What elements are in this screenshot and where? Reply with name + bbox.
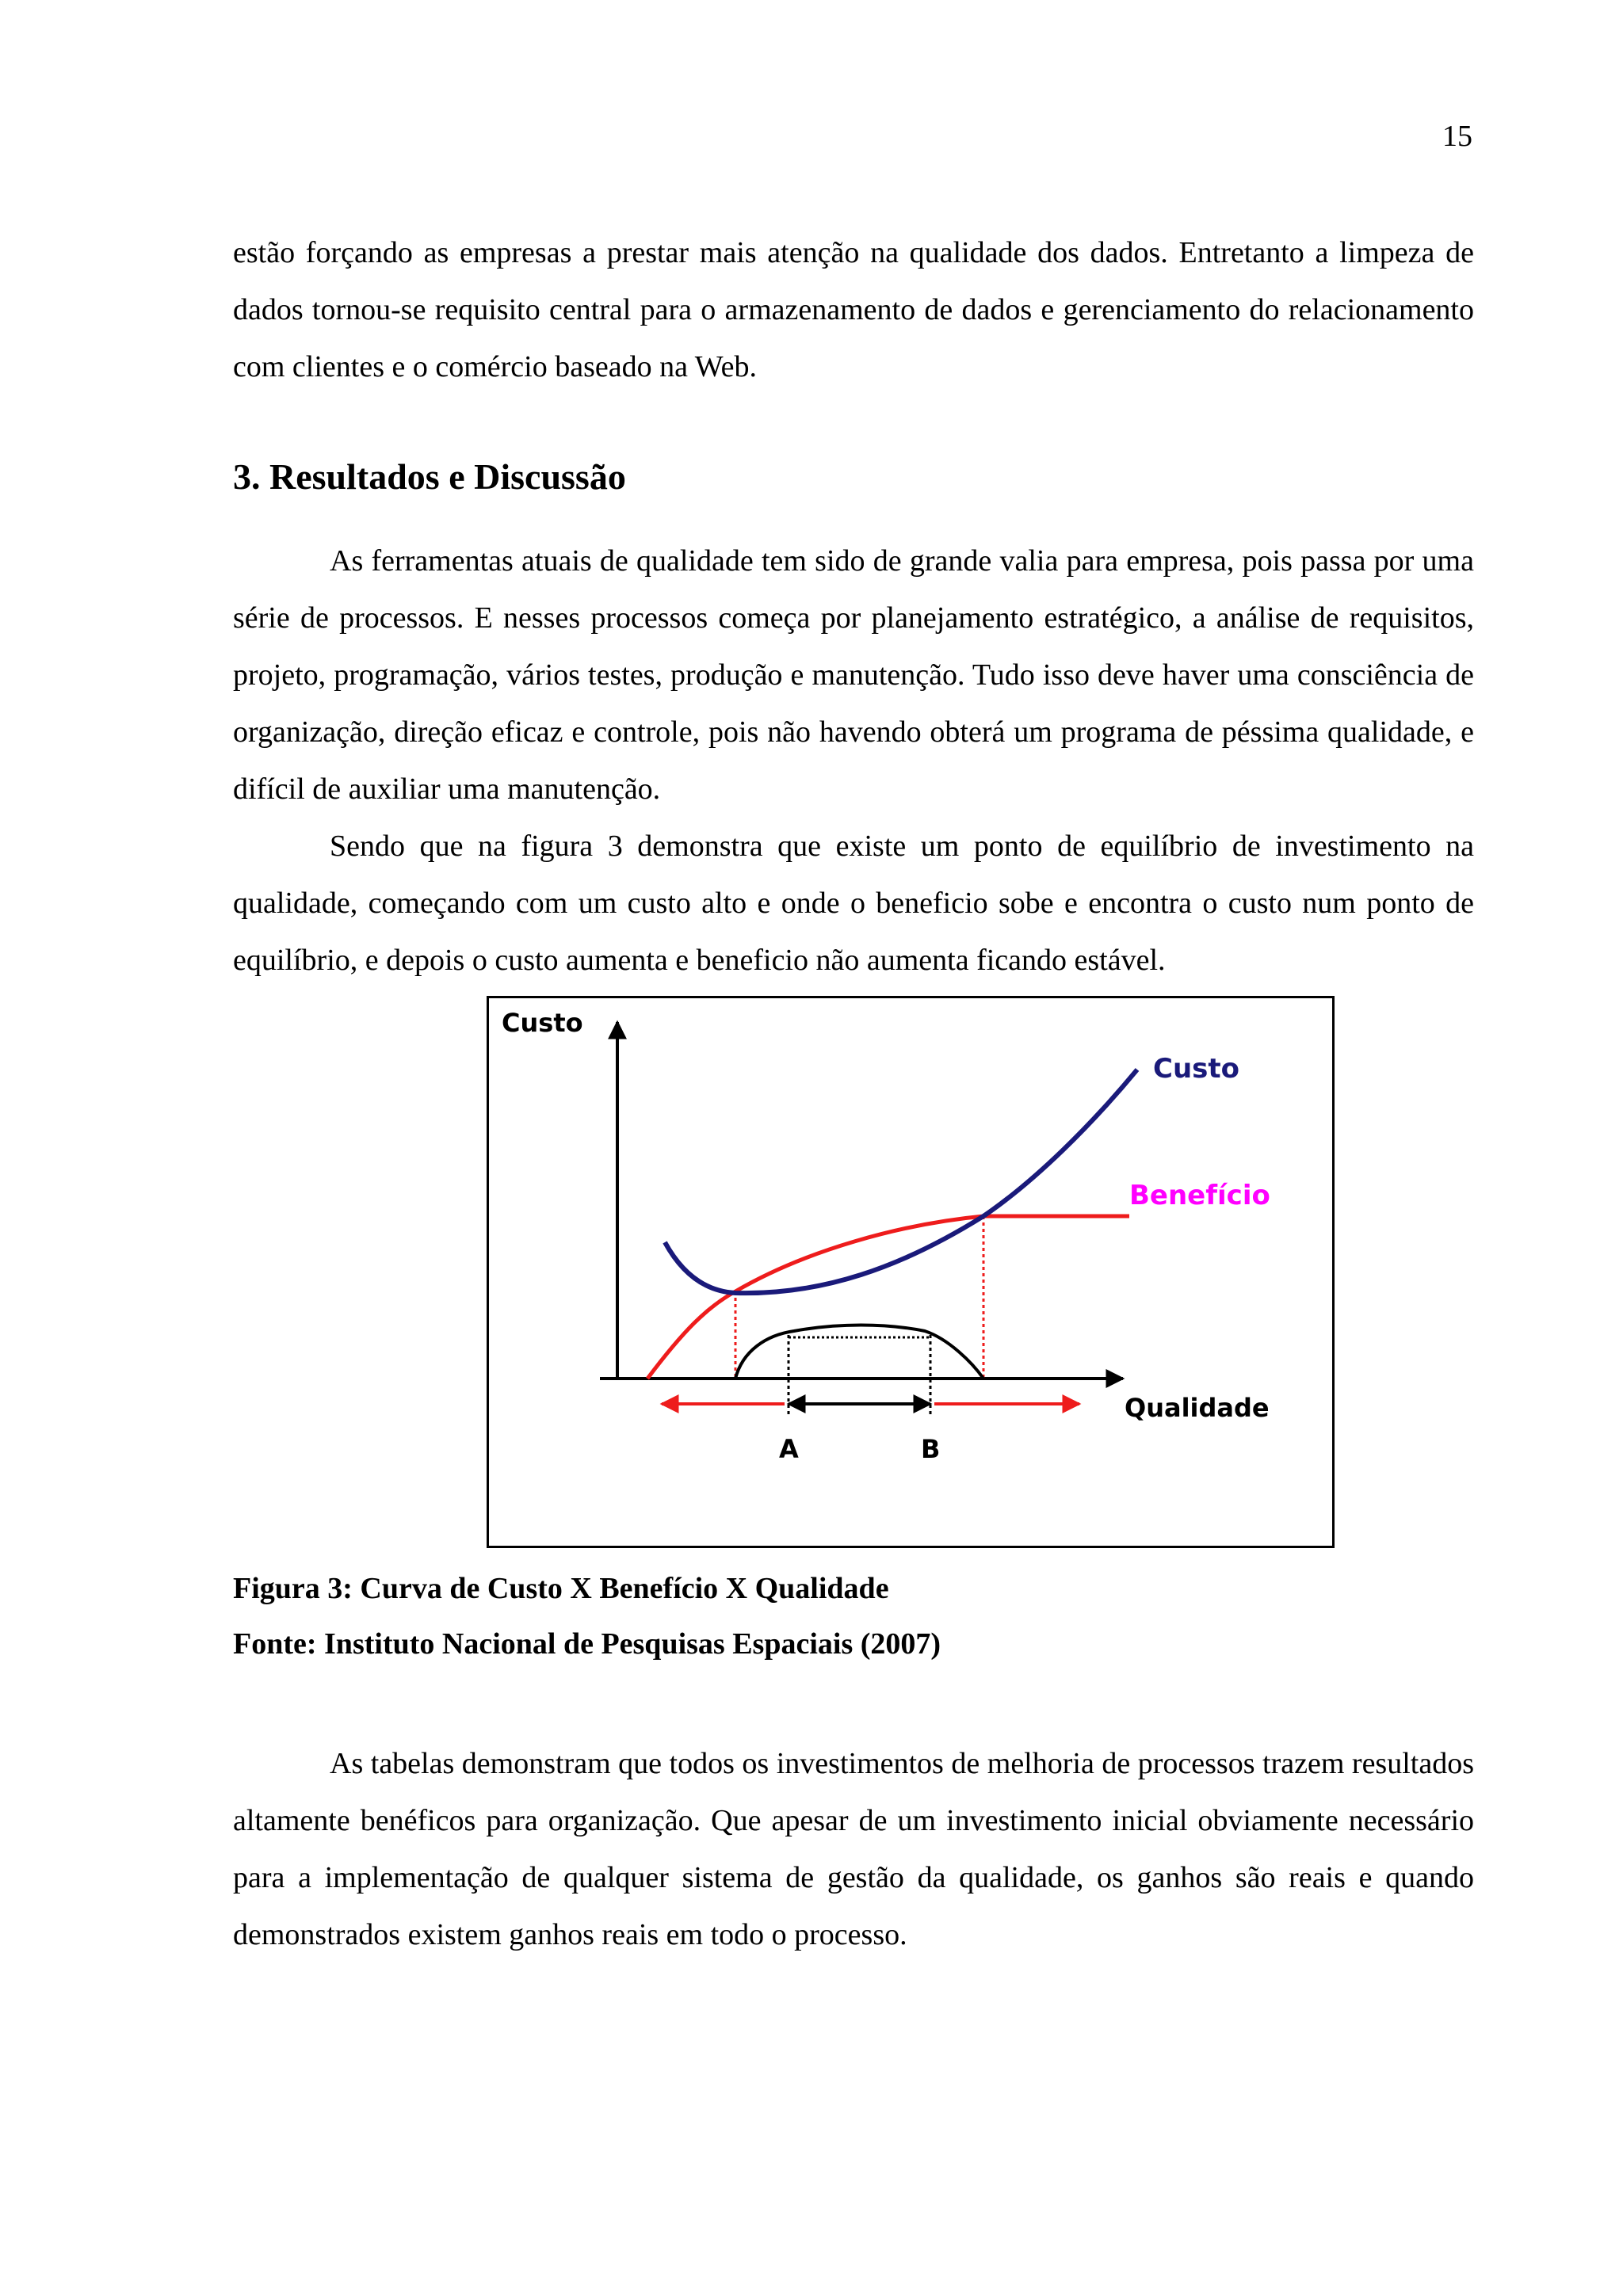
paragraph-1: As ferramentas atuais de qualidade tem sido de grande valia para empresa, pois passa por uma série de processos. E nesses processos começa por planejamento estratégico, a análise de requisitos, projeto, programação, vários testes, produção e manutenção. Tudo isso deve haver uma consciência de organização, direção eficaz e controle, pois não havendo obterá um programa de péssima qualidade, e difícil de auxiliar uma manutenção. bbox=[233, 544, 1474, 806]
figure-caption: Figura 3: Curva de Custo X Benefício X Qualidade bbox=[233, 1572, 889, 1605]
body-section-2 bbox=[233, 1735, 1474, 1963]
intro-text: estão forçando as empresas a prestar mais atenção na qualidade dos dados. Entretanto a limpeza de dados tornou-se requisito central para o armazenamento de dados e gerenciamento do relacionamento com clientes e o comércio baseado na Web. bbox=[233, 236, 1474, 383]
intro-paragraph bbox=[233, 224, 1474, 395]
body-section-1 bbox=[233, 532, 1474, 989]
page-number: 15 bbox=[1442, 120, 1472, 153]
y-axis-label: Custo bbox=[502, 1008, 583, 1038]
figure-source: Fonte: Instituto Nacional de Pesquisas Espaciais (2007) bbox=[233, 1627, 941, 1661]
paragraph-3: As tabelas demonstram que todos os investimentos de melhoria de processos trazem resultados altamente benéficos para organização. Que apesar de um investimento inicial obviamente necessário para a implementação de qualquer sistema de gestão da qualidade, os ganhos são reais e quando demonstrados existem ganhos reais em todo o processo. bbox=[233, 1747, 1474, 1951]
x-axis-label: Qualidade bbox=[1125, 1393, 1270, 1423]
marker-a-label: A bbox=[779, 1434, 799, 1464]
net-gain-curve bbox=[735, 1325, 983, 1379]
marker-b-label: B bbox=[921, 1434, 941, 1464]
cost-benefit-chart bbox=[489, 998, 1332, 1546]
benefit-curve bbox=[647, 1216, 1129, 1379]
section-heading: 3. Resultados e Discussão bbox=[233, 456, 626, 497]
cost-curve-label: Custo bbox=[1153, 1053, 1240, 1085]
benefit-curve-label: Benefício bbox=[1129, 1180, 1270, 1211]
cost-curve bbox=[665, 1070, 1137, 1293]
paragraph-2: Sendo que na figura 3 demonstra que existe um ponto de equilíbrio de investimento na qualidade, começando com um custo alto e onde o beneficio sobe e encontra o custo num ponto de equilíbrio, e depois o custo aumenta e beneficio não aumenta ficando estável. bbox=[233, 830, 1474, 977]
figure-3 bbox=[487, 996, 1335, 1548]
